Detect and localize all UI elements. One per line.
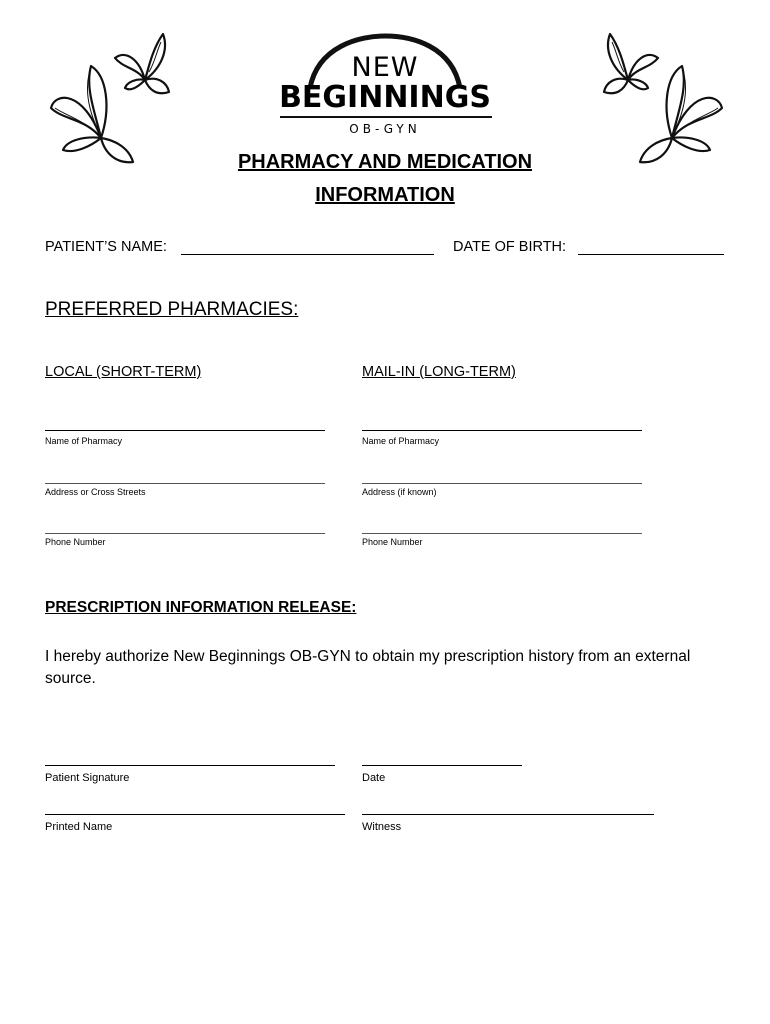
date-field[interactable] — [362, 765, 522, 766]
mail-pharmacy-name-field[interactable] — [362, 430, 642, 431]
logo-new: NEW — [351, 52, 419, 83]
mail-phone-field[interactable] — [362, 533, 642, 534]
page-title-line2: INFORMATION — [315, 184, 455, 206]
local-address-label: Address or Cross Streets — [45, 487, 146, 497]
pharmacies-heading: PREFERRED PHARMACIES: — [45, 299, 299, 320]
printed-name-field[interactable] — [45, 814, 345, 815]
patient-signature-field[interactable] — [45, 765, 335, 766]
local-phone-field[interactable] — [45, 533, 325, 534]
mail-address-field[interactable] — [362, 483, 642, 484]
mail-pharmacy-name-label: Name of Pharmacy — [362, 436, 440, 446]
date-label: Date — [362, 772, 386, 784]
logo-obgyn: OB-GYN — [349, 122, 421, 136]
mail-address-label: Address (if known) — [362, 487, 437, 497]
patient-signature-label: Patient Signature — [45, 772, 130, 784]
witness-label: Witness — [362, 821, 402, 833]
page-title-line1: PHARMACY AND MEDICATION — [237, 151, 533, 173]
release-text: I hereby authorize New Beginnings OB-GYN to obtain my prescription history from an external source. — [45, 648, 691, 687]
logo — [270, 30, 500, 140]
release-heading: PRESCRIPTION INFORMATION RELEASE: — [45, 599, 357, 616]
local-heading: LOCAL (SHORT-TERM) — [45, 364, 202, 380]
printed-name-label: Printed Name — [45, 821, 113, 833]
logo-underline — [280, 116, 492, 118]
mail-phone-label: Phone Number — [362, 537, 423, 547]
mail-heading: MAIL-IN (LONG-TERM) — [362, 364, 516, 380]
logo-beginnings: BEGINNINGS — [279, 80, 491, 115]
local-phone-label: Phone Number — [45, 537, 106, 547]
dob-label: DATE OF BIRTH: — [453, 239, 567, 255]
witness-field[interactable] — [362, 814, 654, 815]
local-pharmacy-name-label: Name of Pharmacy — [45, 436, 123, 446]
local-address-field[interactable] — [45, 483, 325, 484]
local-pharmacy-name-field[interactable] — [45, 430, 325, 431]
patient-name-label: PATIENT’S NAME: — [45, 239, 167, 255]
patient-name-field[interactable] — [181, 254, 434, 255]
dob-field[interactable] — [578, 254, 724, 255]
